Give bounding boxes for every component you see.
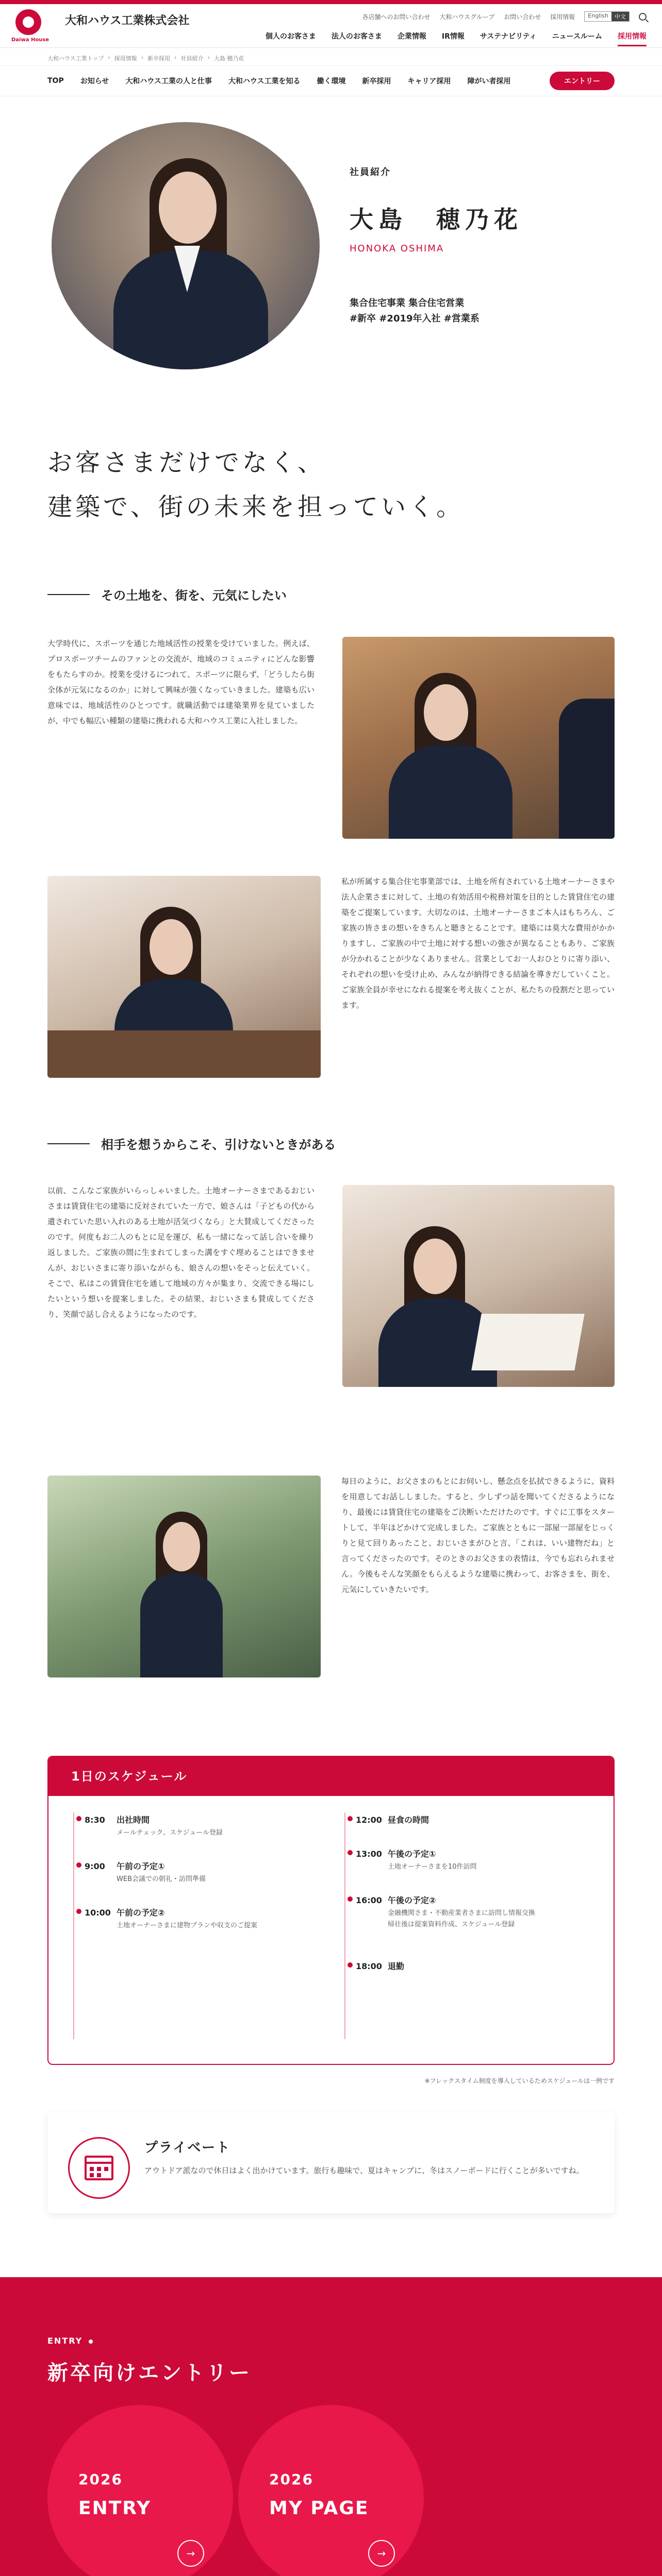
mypage-button-label: MY PAGE <box>269 2498 369 2519</box>
section1-photo-1 <box>342 637 615 839</box>
util-link-group[interactable]: 大和ハウスグループ <box>439 13 495 21</box>
schedule-item: 13:00 午後の予定① 土地オーナーさまを10件訪問 <box>356 1848 593 1873</box>
timeline-dot <box>76 1909 81 1914</box>
breadcrumb: 大和ハウス工業トップ › 採用情報 › 新卒採用 › 社員紹介 › 大島 穂乃花 <box>47 54 244 62</box>
section-heading-1-text: その土地を、街を、元気にしたい <box>101 588 287 603</box>
company-logo-icon[interactable] <box>15 9 41 35</box>
schedule-timeline-right <box>344 1812 345 2039</box>
daily-schedule <box>47 1756 615 2065</box>
section2-paragraph-1: 以前、こんなご家族がいらっしゃいました。土地オーナーさまであるおじいさまは賃貸住宅の建築に反対されていた一方で、娘さんは「子どもの代から遺されていた思い入れのある土地が活気づくなら」と大賛成してくださったのです。何度もお二人のもとに足を運び、私も一緒になって話し合いを繰り返しました。ご家族の間に生まれてしまった溝をすぐ埋めることはできませんが、おじいさまに寄り添いながらも、娘さんの想いをそっと伝えていく。そこで、私はこの賃貸住宅を通して地域の方々が集まり、交流できる場にしたいという想いを提案しました。その結果、おじいさまも賛成してくださり、笑顔で話し合えるようになったのです。 <box>47 1186 315 1319</box>
gnav-recruit[interactable]: 採用情報 <box>618 31 647 46</box>
top-accent-bar <box>0 0 662 4</box>
schedule-item: 18:00 退勤 <box>356 1960 593 1972</box>
schedule-item: 9:00 午前の予定① WEB会議での朝礼・訪問準備 <box>85 1860 322 1885</box>
private-title: プライベート <box>144 2140 231 2156</box>
subnav-graduate[interactable]: 新卒採用 <box>362 77 391 86</box>
mypage-button-year: 2026 <box>269 2471 313 2488</box>
gnav-ir[interactable]: IR情報 <box>441 32 465 41</box>
arrow-right-icon: → <box>368 2540 395 2567</box>
global-nav <box>266 31 647 46</box>
timeline-dot <box>76 1862 81 1868</box>
section2-photo-1 <box>342 1185 615 1387</box>
entry-button-year: 2026 <box>78 2471 123 2488</box>
breadcrumb-current: 大島 穂乃花 <box>213 55 244 62</box>
arrow-right-icon: → <box>177 2540 204 2567</box>
employee-dept <box>350 296 479 327</box>
util-link-recruit[interactable]: 採用情報 <box>550 13 575 21</box>
subnav-environment[interactable]: 働く環境 <box>317 77 346 86</box>
timeline-dot <box>76 1816 81 1821</box>
portrait-photo <box>52 122 320 369</box>
employee-name-roman: HONOKA OSHIMA <box>350 243 444 254</box>
section1-paragraph-1: 大学時代に、スポーツを通じた地域活性の授業を受けていました。例えば、プロスポーツチームのファンとの交流が、地域のコミュニティにどんな影響をもたらすのか。授業を受けるにつれて、スポーツに限らず、「どうしたら街全体が元気になるのか」に対して興味が強くなっていきました。建築も広い意味では、地域活性のひとつです。就職活動では建築業界を見ていましたが、中でも幅広い種類の建築に携われる大和ハウス工業に入社しました。 <box>47 639 315 725</box>
subnav-people[interactable]: 大和ハウス工業の人と仕事 <box>125 77 212 86</box>
lang-chinese[interactable]: 中文 <box>611 12 629 21</box>
gnav-sustainability[interactable]: サステナビリティ <box>479 32 537 41</box>
timeline-dot <box>347 1962 353 1968</box>
util-link-contact[interactable]: お問い合わせ <box>504 13 541 21</box>
breadcrumb-item[interactable]: 採用情報 <box>114 55 137 62</box>
employee-tags: #新卒 #2019年入社 #営業系 <box>350 313 479 324</box>
subnav-entry-button[interactable]: エントリー <box>550 72 615 90</box>
section1-photo-2 <box>47 876 321 1078</box>
employee-division: 集合住宅事業 集合住宅営業 <box>350 298 465 309</box>
utility-nav <box>362 11 647 22</box>
breadcrumb-item[interactable]: 新卒採用 <box>147 55 171 62</box>
private-text: アウトドア派なので休日はよく出かけています。旅行も趣味で、夏はキャンプに、冬はスノーボードに行くことが多いですね。 <box>144 2166 584 2175</box>
gnav-individual[interactable]: 個人のお客さま <box>265 32 316 41</box>
entry-tag: ENTRY <box>47 2336 93 2346</box>
language-switch <box>584 11 630 22</box>
gnav-newsroom[interactable]: ニュースルーム <box>552 32 602 41</box>
timeline-dot <box>347 1896 353 1902</box>
employee-name: 大島 穂乃花 <box>350 206 523 233</box>
schedule-timeline-left <box>73 1812 74 2039</box>
private-card <box>47 2112 615 2213</box>
profile-hero <box>0 114 662 413</box>
section2-paragraph-2: 毎日のように、お父さまのもとにお伺いし、懸念点を払拭できるように、資料を用意してお話ししました。すると、少しずつ話を聞いてくださるようになり、最後には賃貸住宅の建築をご決断いただけたのです。すぐに工事をスタートして、半年ほどかけて完成しました。ご家族とともに一部屋一部屋をじっくりと見て回りあったこと、おじいさまがひと言、「これは、いい建物だね」と言ってくださったのです。そのときのお父さまの表情は、今でも忘れられません。今後もそんな笑顔をもらえるような建築に携わって、お客さまを、街を、元気にしていきたいです。 <box>341 1477 615 1594</box>
breadcrumb-item[interactable]: 大和ハウス工業トップ <box>47 55 104 62</box>
catch-line-2: 建築で、街の未来を担っていく。 <box>47 493 465 521</box>
timeline-dot <box>347 1816 353 1821</box>
section-heading-2 <box>47 1134 336 1153</box>
schedule-item: 12:00 昼食の時間 <box>356 1814 593 1825</box>
util-link-stores[interactable]: 各店舗へのお問い合わせ <box>362 13 431 21</box>
gnav-company[interactable]: 企業情報 <box>397 32 426 41</box>
subnav-about[interactable]: 大和ハウス工業を知る <box>228 77 301 86</box>
breadcrumb-item[interactable]: 社員紹介 <box>180 55 204 62</box>
subnav-disability[interactable]: 障がい者採用 <box>467 77 511 86</box>
gnav-corporate[interactable]: 法人のお客さま <box>331 32 382 41</box>
entry-button[interactable] <box>47 2405 233 2576</box>
section-heading-2-text: 相手を想うからこそ、引けないときがある <box>101 1138 336 1152</box>
schedule-item: 10:00 午前の予定② 土地オーナーさまに建物プランや収支のご提案 <box>85 1906 322 1931</box>
entry-section <box>0 2277 662 2576</box>
mypage-button[interactable] <box>238 2405 424 2576</box>
section-heading-1 <box>47 585 287 603</box>
subnav-top[interactable]: TOP <box>47 77 64 85</box>
timeline-dot <box>347 1850 353 1855</box>
subnav-career[interactable]: キャリア採用 <box>407 77 451 86</box>
subnav-news[interactable]: お知らせ <box>80 77 109 86</box>
section1-paragraph-2: 私が所属する集合住宅事業部では、土地を所有されている土地オーナーさまや法人企業さまに対して、土地の有効活用や税務対策を目的とした賃貸住宅の建築をご提案しています。大切なのは、土地オーナーさまご本人はもちろん、ご家族の皆さまの想いをきちんと聴きとることです。建築には莫大な費用がかかりますし、ご家族の中で土地に対する想いの強さが異なることもあり、ご家族が分かれることが少なくありません。営業としてお一人おひとりに寄り添い、それぞれの想いを受け止め、みんなが納得できる結論を導きだしていくこと。ご家族全員が幸せになれる提案を考え抜くことが、私たちの役割だと思っています。 <box>341 877 615 1010</box>
calendar-icon <box>68 2137 130 2199</box>
page-label: 社員紹介 <box>350 167 391 178</box>
logo-subtext: Daiwa House <box>11 37 49 43</box>
schedule-note: ※フレックスタイム制度を導入しているためスケジュールは一例です <box>424 2077 615 2084</box>
entry-title: 新卒向けエントリー <box>47 2361 252 2385</box>
catch-copy <box>47 440 464 529</box>
section2-photo-2 <box>47 1476 321 1677</box>
schedule-item: 8:30 出社時間 メールチェック、スケジュール登録 <box>85 1814 322 1839</box>
company-name[interactable]: 大和ハウス工業株式会社 <box>65 14 190 27</box>
schedule-title: 1日のスケジュール <box>48 1757 614 1796</box>
entry-button-label: ENTRY <box>78 2498 152 2519</box>
recruit-subnav <box>0 65 662 96</box>
schedule-item: 16:00 午後の予定② 金融機関さま・不動産業者さまに訪問し情報交換 帰社後は提案資料作成、スケジュール登録 <box>356 1894 593 1930</box>
catch-line-1: お客さまだけでなく、 <box>47 448 326 477</box>
lang-english[interactable]: English <box>588 12 608 19</box>
global-header <box>0 4 662 48</box>
search-icon[interactable] <box>639 13 647 21</box>
